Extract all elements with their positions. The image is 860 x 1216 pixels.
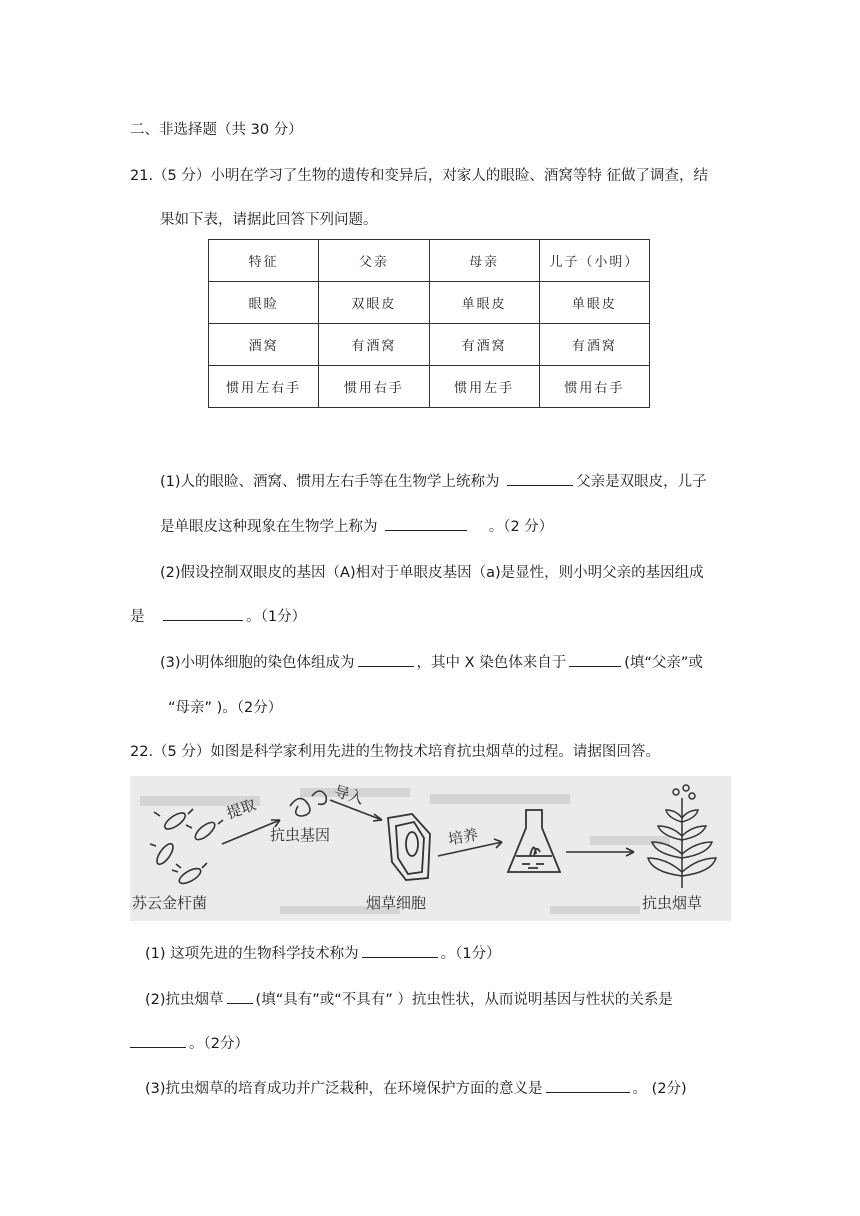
table-header-cell: 特征 <box>209 240 319 282</box>
table-header-row <box>209 240 650 282</box>
table-cell: 双眼皮 <box>319 282 429 324</box>
table-row <box>209 324 650 366</box>
q22-part2-line1 <box>145 988 673 1009</box>
q22-intro: 22.（5 分）如图是科学家利用先进的生物技术培育抗虫烟草的过程。请据图回答。 <box>130 744 660 760</box>
table-cell: 眼睑 <box>209 282 319 324</box>
label-plant: 抗虫烟草 <box>642 894 703 912</box>
table-header-cell: 儿子（小明） <box>539 240 649 282</box>
table-cell: 有酒窝 <box>539 324 649 366</box>
table-cell: 惯用右手 <box>539 366 649 408</box>
q22-p1-text-b: 。（1分） <box>440 946 501 962</box>
q21-p2-text-b: 是 <box>130 609 145 625</box>
q21-part1-line2 <box>160 515 553 536</box>
answer-blank-chromosomes[interactable] <box>358 651 414 667</box>
transgenic-process-figure <box>130 776 731 921</box>
q21-p1-text-a: (1)人的眼睑、酒窝、惯用左右手等在生物学上统称为 <box>160 474 500 490</box>
answer-blank-has-trait[interactable] <box>227 988 253 1004</box>
bacteria-icon <box>150 809 223 886</box>
label-extract: 提取 <box>223 795 259 823</box>
table-row <box>209 282 650 324</box>
table-cell: 单眼皮 <box>539 282 649 324</box>
answer-blank-technology[interactable] <box>362 942 438 958</box>
q22-p2-text-a: (2)抗虫烟草 <box>145 992 224 1008</box>
q22-p2-text-b: (填“具有”或“不具有” ）抗虫性状，从而说明基因与性状的关系是 <box>255 992 673 1008</box>
q21-p3-text-a: (3)小明体细胞的染色体组成为 <box>160 655 355 671</box>
q21-p2-text-c: 。（1分） <box>246 609 307 625</box>
table-cell: 有酒窝 <box>319 324 429 366</box>
q22-p2-text-c: 。（2分） <box>189 1036 249 1052</box>
answer-blank-gene-trait-relation[interactable] <box>130 1032 186 1048</box>
answer-blank-x-source[interactable] <box>569 651 621 667</box>
q22-part1 <box>145 942 501 963</box>
table-cell: 惯用左手 <box>429 366 539 408</box>
q21-part3-line2: “母亲” )。（2分） <box>168 700 283 716</box>
q21-p1-text-d: 。（2 分） <box>488 519 554 535</box>
section-title: 二、非选择题（共 30 分） <box>130 122 303 138</box>
q22-p3-text-a: (3)抗虫烟草的培育成功并广泛栽种，在环境保护方面的意义是 <box>145 1081 543 1097</box>
q21-p1-text-c: 是单眼皮这种现象在生物学上称为 <box>160 519 378 535</box>
answer-blank-genotype[interactable] <box>163 605 243 621</box>
answer-blank-traits[interactable] <box>507 470 573 486</box>
table-row <box>209 366 650 408</box>
table-cell: 惯用右手 <box>319 366 429 408</box>
q22-part3 <box>145 1077 687 1098</box>
q21-intro-line2: 果如下表，请据此回答下列问题。 <box>160 212 378 228</box>
label-import: 导入 <box>331 782 366 808</box>
q21-part3-line1 <box>160 651 703 672</box>
label-gene: 抗虫基因 <box>270 826 331 844</box>
label-cell: 烟草细胞 <box>366 894 427 912</box>
table-header-cell: 父亲 <box>319 240 429 282</box>
traits-table <box>208 239 650 408</box>
cell-icon <box>388 814 430 880</box>
q21-intro-line1: 21.（5 分）小明在学习了生物的遗传和变异后，对家人的眼睑、酒窝等特 征做了调查，结 <box>130 168 708 184</box>
table-cell: 酒窝 <box>209 324 319 366</box>
flask-icon <box>508 810 560 872</box>
label-bacteria: 苏云金杆菌 <box>132 894 208 912</box>
table-header-cell: 母亲 <box>429 240 539 282</box>
label-culture: 培养 <box>446 825 480 849</box>
q21-p3-text-c: (填“父亲”或 <box>624 655 703 671</box>
q22-part2-line2 <box>130 1032 249 1053</box>
table-cell: 惯用左右手 <box>209 366 319 408</box>
q21-part2-line2 <box>130 605 306 626</box>
q21-part2-line1: (2)假设控制双眼皮的基因（A)相对于单眼皮基因（a)是显性，则小明父亲的基因组成 <box>160 565 704 581</box>
q22-p1-text-a: (1) 这项先进的生物科学技术称为 <box>145 946 359 962</box>
process-illustration <box>130 776 731 921</box>
table-cell: 单眼皮 <box>429 282 539 324</box>
q22-p3-text-b: 。 (2分) <box>632 1081 687 1097</box>
q21-p1-text-b: 父亲是双眼皮，儿子 <box>576 474 707 490</box>
answer-blank-variation[interactable] <box>385 515 467 531</box>
table-cell: 有酒窝 <box>429 324 539 366</box>
answer-blank-significance[interactable] <box>546 1077 630 1093</box>
q21-part1-line1 <box>160 470 707 491</box>
q21-p3-text-b: ，其中 X 染色体来自于 <box>416 655 567 671</box>
